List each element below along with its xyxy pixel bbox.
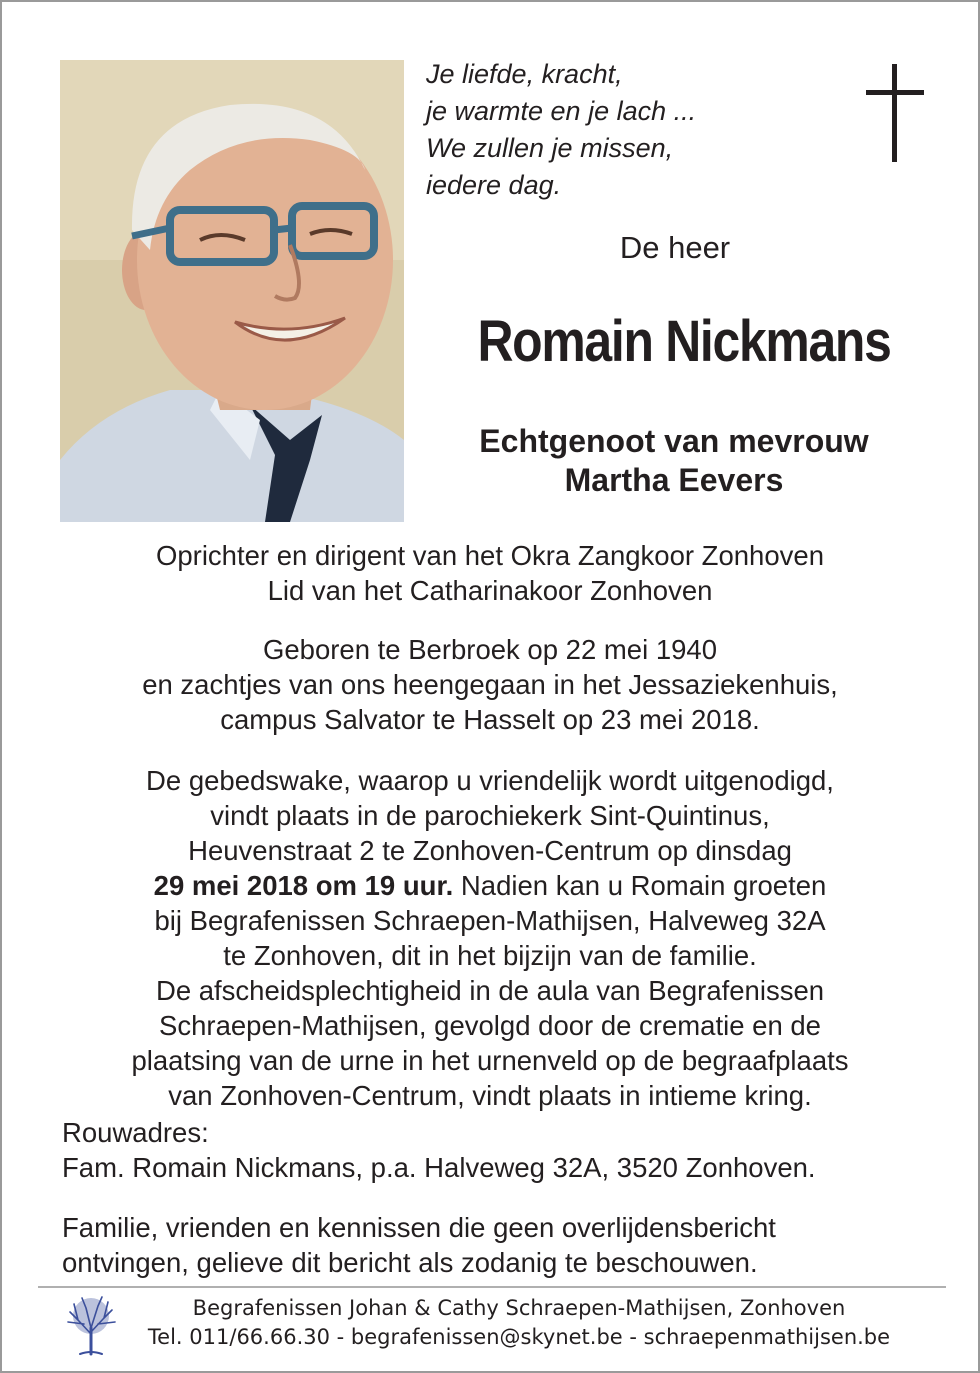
address-value: Fam. Romain Nickmans, p.a. Halveweg 32A, 3520 Zonhoven. [62, 1152, 816, 1183]
funeral-home-name: Begrafenissen Johan & Cathy Schraepen-Mathijsen, Zonhoven [192, 1296, 846, 1320]
notice-line: ontvingen, gelieve dit bericht als zodanig te beschouwen. [62, 1247, 758, 1278]
ceremony-line: De gebedswake, waarop u vriendelijk wordt uitgenodigd, [146, 765, 834, 796]
ceremony-block [42, 763, 938, 1113]
poem-line: iedere dag. [426, 170, 562, 200]
poem-line: je warmte en je lach ... [426, 96, 697, 126]
ceremony-line: te Zonhoven, dit in het bijzijn van de familie. [223, 940, 757, 971]
ceremony-line: Schraepen-Mathijsen, gevolgd door de crematie en de [159, 1010, 821, 1041]
portrait-photo [60, 60, 404, 522]
notice-line: Familie, vrienden en kennissen die geen overlijdensbericht [62, 1212, 776, 1243]
birth-death-block [42, 632, 938, 737]
notice-block [62, 1210, 776, 1280]
spouse-info [422, 422, 926, 500]
funeral-home-footer [114, 1294, 924, 1352]
role-line: Lid van het Catharinakoor Zonhoven [267, 575, 713, 606]
ceremony-line: bij Begrafenissen Schraepen-Mathijsen, Halveweg 32A [154, 905, 826, 936]
poem-line: Je liefde, kracht, [426, 59, 623, 89]
roles-block [42, 538, 938, 608]
ceremony-line: Heuvenstraat 2 te Zonhoven-Centrum op dinsdag [188, 835, 792, 866]
tree-logo-icon [62, 1294, 120, 1356]
ceremony-line [42, 868, 938, 903]
portrait-illustration [60, 60, 404, 522]
address-block [62, 1115, 816, 1185]
footer-divider [38, 1286, 946, 1288]
birth-death-line: Geboren te Berbroek op 22 mei 1940 [262, 634, 718, 665]
deceased-name: Romain Nickmans [477, 309, 891, 374]
birth-death-line: en zachtjes van ons heengegaan in het Jessaziekenhuis, [142, 669, 838, 700]
spouse-line: Echtgenoot van mevrouw [479, 423, 869, 459]
honorific: De heer [619, 230, 731, 265]
funeral-home-contact: Tel. 011/66.66.30 - begrafenissen@skynet.be - schraepenmathijsen.be [147, 1325, 891, 1349]
poem [426, 56, 786, 204]
ceremony-line: van Zonhoven-Centrum, vindt plaats in intieme kring. [168, 1080, 812, 1111]
ceremony-line: vindt plaats in de parochiekerk Sint-Quintinus, [210, 800, 770, 831]
address-label: Rouwadres: [62, 1117, 209, 1148]
ceremony-line: De afscheidsplechtigheid in de aula van Begrafenissen [155, 975, 825, 1006]
spouse-name: Martha Eevers [564, 462, 784, 498]
birth-death-line: campus Salvator te Hasselt op 23 mei 2018. [220, 704, 760, 735]
cross-icon [866, 64, 924, 162]
ceremony-line: plaatsing van de urne in het urnenveld op de begraafplaats [131, 1045, 849, 1076]
ceremony-line-rest: Nadien kan u Romain groeten [453, 870, 827, 901]
poem-line: We zullen je missen, [426, 133, 674, 163]
role-line: Oprichter en dirigent van het Okra Zangkoor Zonhoven [155, 540, 824, 571]
ceremony-date: 29 mei 2018 om 19 uur. [153, 870, 454, 901]
